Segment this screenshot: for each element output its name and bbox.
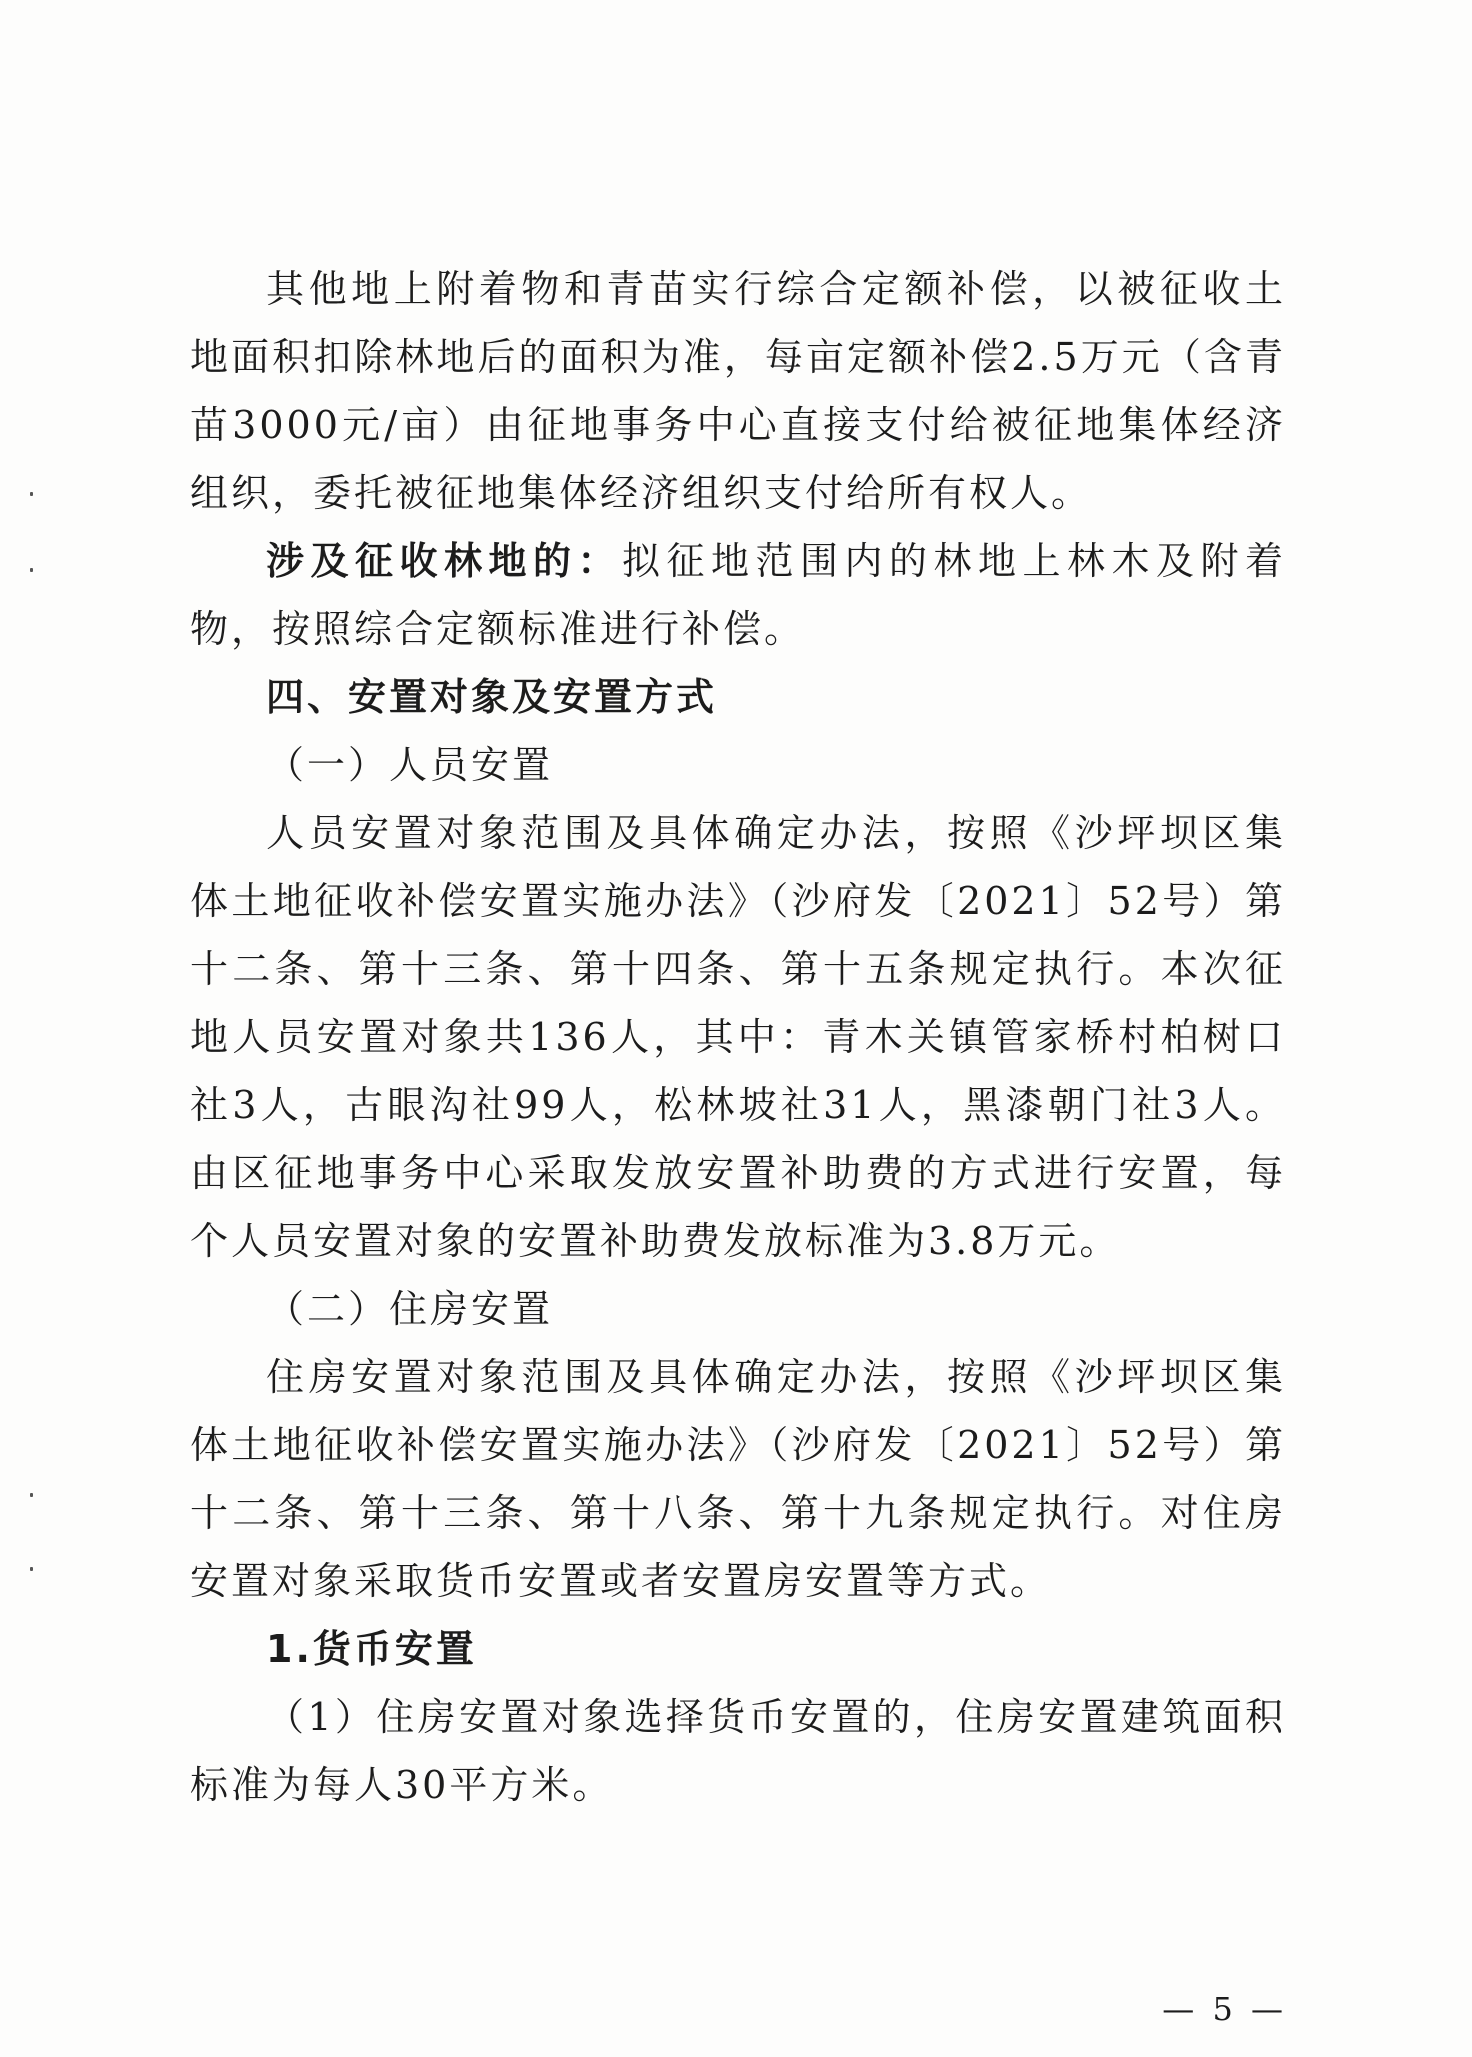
scan-speck: [30, 492, 33, 496]
paragraph-monetary-standard: [190, 1683, 1286, 1819]
paragraph-lead: 涉及征收林地的：: [266, 539, 622, 583]
subsection-heading-housing: （二）住房安置: [266, 1287, 554, 1331]
paragraph-personnel-resettlement: [190, 799, 1286, 1275]
scan-speck: [30, 1567, 33, 1571]
page-number: — 5 —: [1162, 1990, 1287, 2028]
scan-speck: [30, 568, 33, 572]
subsection-heading-personnel: （一）人员安置: [266, 743, 554, 787]
paragraph-text: 其他地上附着物和青苗实行综合定额补偿，以被征收土地面积扣除林地后的面积为准，每亩定额补偿2.5万元（含青苗3000元/亩）由征地事务中心直接支付给被征地集体经济组织，委托被征地集体经济组织支付给所有权人。: [190, 267, 1286, 515]
paragraph-text: 拟征地范围内的林地上林木及附着物，按照综合定额标准进行补偿。: [190, 539, 1286, 651]
paragraph-attachments-compensation: [190, 255, 1286, 527]
paragraph-forest-land: [190, 527, 1286, 663]
subheading-monetary-resettlement: 1.货币安置: [266, 1627, 477, 1671]
paragraph-text: 人员安置对象范围及具体确定办法，按照《沙坪坝区集体土地征收补偿安置实施办法》（沙府发〔2021〕52号）第十二条、第十三条、第十四条、第十五条规定执行。本次征地人员安置对象共136人，其中：青木关镇管家桥村柏树口社3人，古眼沟社99人，松林坡社31人，黑漆朝门社3人。由区征地事务中心采取发放安置补助费的方式进行安置，每个人员安置对象的安置补助费发放标准为3.8万元。: [190, 811, 1286, 1263]
section-heading-resettlement: 四、安置对象及安置方式: [266, 675, 718, 719]
paragraph-text: （1）住房安置对象选择货币安置的，住房安置建筑面积标准为每人30平方米。: [190, 1695, 1286, 1807]
document-body: [190, 255, 1286, 1819]
scan-speck: [30, 1493, 33, 1497]
paragraph-text: 住房安置对象范围及具体确定办法，按照《沙坪坝区集体土地征收补偿安置实施办法》（沙府发〔2021〕52号）第十二条、第十三条、第十八条、第十九条规定执行。对住房安置对象采取货币安置或者安置房安置等方式。: [190, 1355, 1286, 1603]
paragraph-housing-resettlement: [190, 1343, 1286, 1615]
